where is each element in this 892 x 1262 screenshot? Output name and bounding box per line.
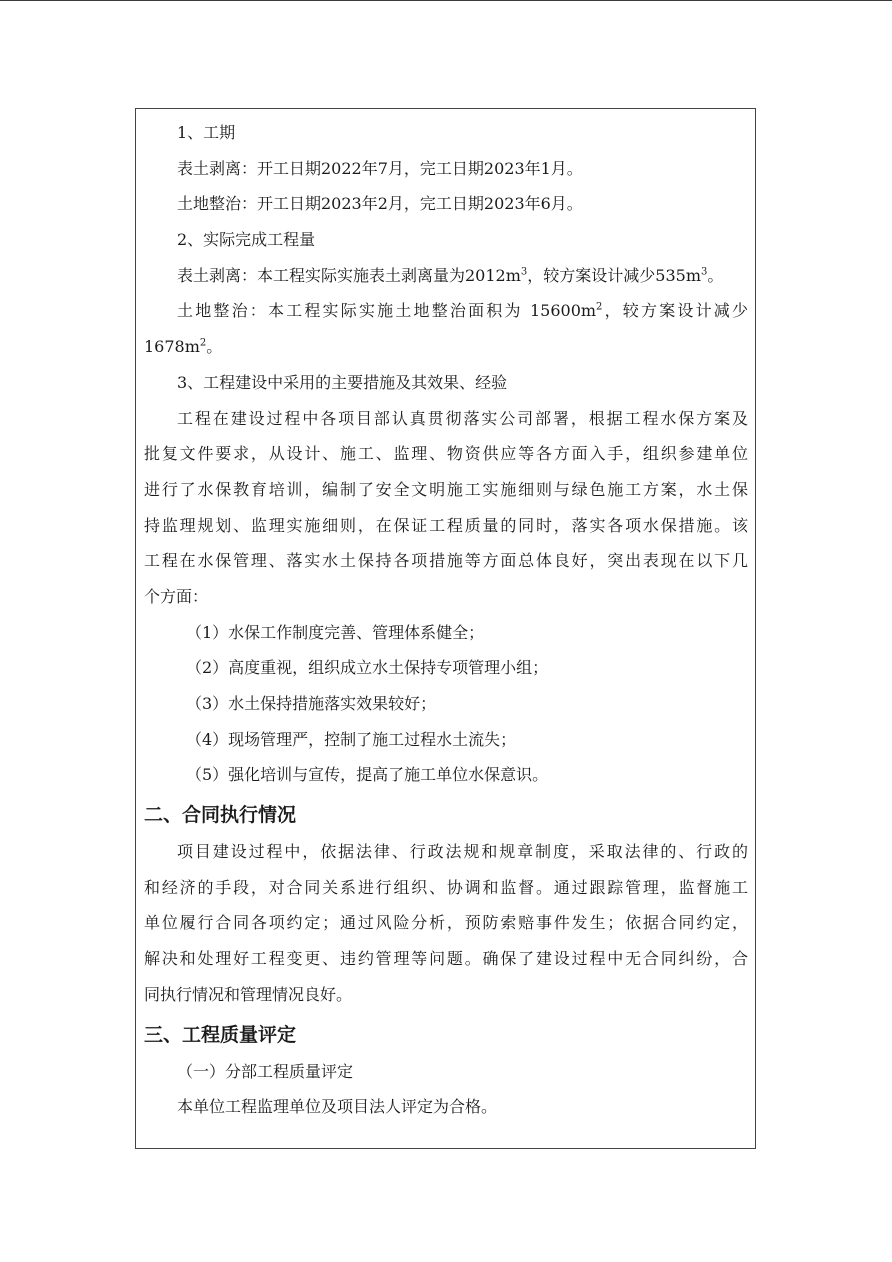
report-content	[144, 115, 748, 1125]
unit-superscript: 3	[701, 266, 708, 278]
quantity-land-end: 。	[206, 337, 223, 357]
measures-list-item: （1）水保工作制度完善、管理体系健全；	[186, 622, 485, 642]
measures-paragraph-line: 批复文件要求，从设计、施工、监理、物资供应等各方面入手，组织参建单位	[144, 444, 748, 464]
quantity-topsoil-text-2: ，较方案设计减少535m	[527, 265, 701, 285]
measures-list-item: （4）现场管理严，控制了施工过程水土流失；	[186, 729, 517, 749]
measures-list-item: （3）水土保持措施落实效果较好；	[186, 694, 437, 713]
item-measures-title: 3、工程建设中采用的主要措施及其效果、经验	[177, 372, 508, 392]
quality-result-line: 本单位工程监理单位及项目法人评定为合格。	[177, 1097, 498, 1117]
measures-list-item: （2）高度重视，组织成立水土保持专项管理小组；	[186, 658, 549, 678]
contract-paragraph-line: 和经济的手段，对合同关系进行组织、协调和监督。通过跟踪管理，监督施工	[144, 877, 748, 897]
measures-paragraph-line: 工程在建设过程中各项目部认真贯彻落实公司部署，根据工程水保方案及	[177, 408, 748, 428]
schedule-topsoil-line: 表土剥离：开工日期2022年7月，完工日期2023年1月。	[177, 158, 583, 178]
unit-superscript: 3	[520, 266, 528, 278]
quantity-land-text-2: ，较方案设计减少	[602, 301, 748, 321]
quantity-land-cont: 1678m	[144, 337, 200, 357]
report-table-cell	[135, 108, 756, 1149]
quantity-land-line-cont	[144, 329, 748, 365]
unit-superscript: 2	[596, 302, 603, 314]
contract-paragraph-line: 同执行情况和管理情况良好。	[144, 984, 353, 1004]
quantity-topsoil-end: 。	[707, 265, 724, 285]
item-quantity-title: 2、实际完成工程量	[177, 230, 316, 250]
item-schedule-title: 1、工期	[177, 123, 236, 142]
measures-paragraph-line: 进行了水保教育培训，编制了安全文明施工实施细则与绿色施工方案，水土保	[144, 479, 748, 499]
contract-section-heading: 二、合同执行情况	[144, 804, 297, 827]
measures-paragraph-line: 持监理规划、监理实施细则，在保证工程质量的同时，落实各项水保措施。该	[144, 515, 748, 535]
contract-paragraph-line: 解决和处理好工程变更、违约管理等问题。确保了建设过程中无合同纠纷，合	[144, 949, 748, 969]
measures-paragraph-line: 工程在水保管理、落实水土保持各项措施等方面总体良好，突出表现在以下几	[144, 551, 748, 571]
contract-paragraph-line: 项目建设过程中，依据法律、行政法规和规章制度，采取法律的、行政的	[177, 842, 748, 862]
measures-list-item: （5）强化培训与宣传，提高了施工单位水保意识。	[186, 765, 549, 785]
unit-superscript: 2	[199, 337, 207, 349]
quantity-topsoil-line	[144, 258, 748, 294]
schedule-land-line: 土地整治：开工日期2023年2月，完工日期2023年6月。	[177, 194, 583, 214]
contract-paragraph-line: 单位履行合同各项约定；通过风险分析，预防索赔事件发生；依据合同约定，	[144, 913, 748, 933]
quantity-topsoil-text: 表土剥离：本工程实际实施表土剥离量为2012m	[177, 265, 521, 285]
top-rule	[0, 0, 892, 1]
quality-section-heading: 三、工程质量评定	[144, 1023, 297, 1046]
quantity-land-line	[144, 293, 748, 329]
quantity-land-text: 土地整治：本工程实际实施土地整治面积为 15600m	[177, 301, 597, 321]
quality-sub-heading: （一）分部工程质量评定	[177, 1061, 354, 1081]
measures-paragraph-line: 个方面：	[144, 586, 209, 606]
